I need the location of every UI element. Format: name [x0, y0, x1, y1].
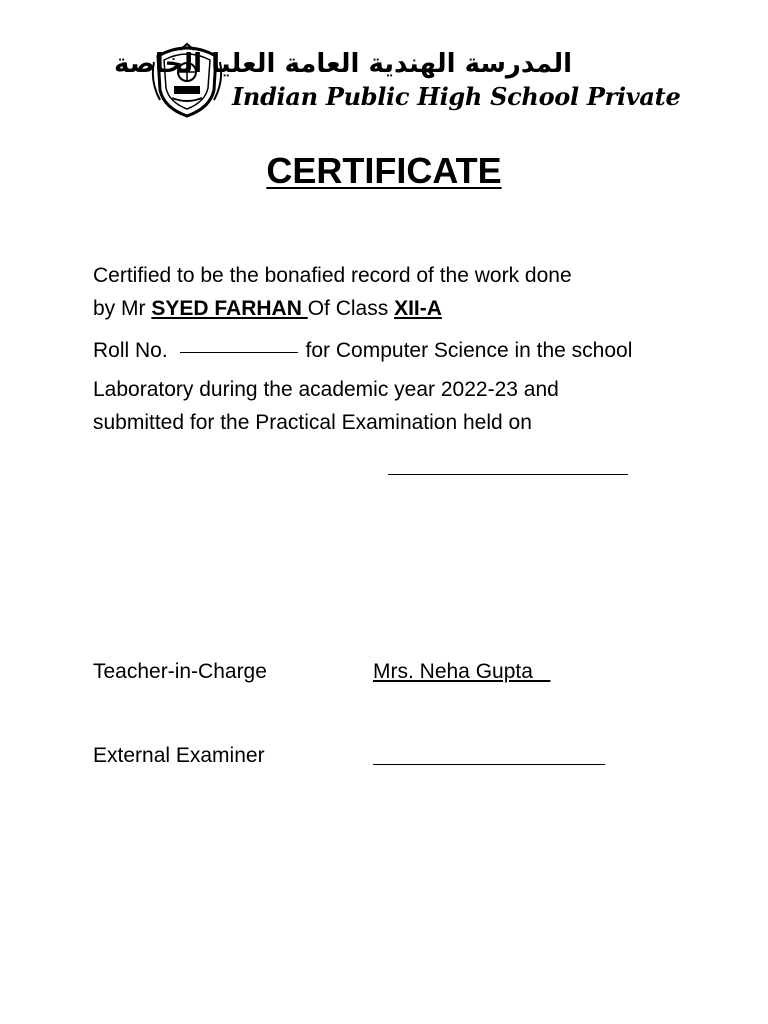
certificate-line-5: submitted for the Practical Examination held on: [93, 411, 532, 434]
exam-date-blank: [388, 474, 628, 475]
roll-number-blank: [180, 351, 298, 353]
line2-mid: Of Class: [307, 297, 395, 320]
certificate-line-1: Certified to be the bonafied record of the work done: [93, 264, 572, 287]
certificate-title: CERTIFICATE: [266, 150, 502, 191]
teacher-label: Teacher-in-Charge: [93, 660, 267, 683]
school-name-arabic: المدرسة الهندية العامة العليا الخاصة: [113, 49, 572, 79]
school-name-english: Indian Public High School Private: [232, 82, 681, 111]
line2-prefix: by Mr: [93, 297, 152, 320]
examiner-label: External Examiner: [93, 744, 265, 767]
line3-suffix: for Computer Science in the school: [305, 339, 633, 362]
student-class: XII-A: [394, 297, 442, 320]
examiner-signature-blank: [373, 764, 605, 765]
teacher-name: Mrs. Neha Gupta: [373, 660, 551, 683]
certificate-line-3: [93, 337, 632, 365]
roll-label: Roll No.: [93, 339, 174, 362]
student-name: SYED FARHAN: [151, 297, 308, 320]
certificate-line-4: Laboratory during the academic year 2022-23 and: [93, 378, 559, 401]
certificate-line-2: [93, 295, 442, 323]
